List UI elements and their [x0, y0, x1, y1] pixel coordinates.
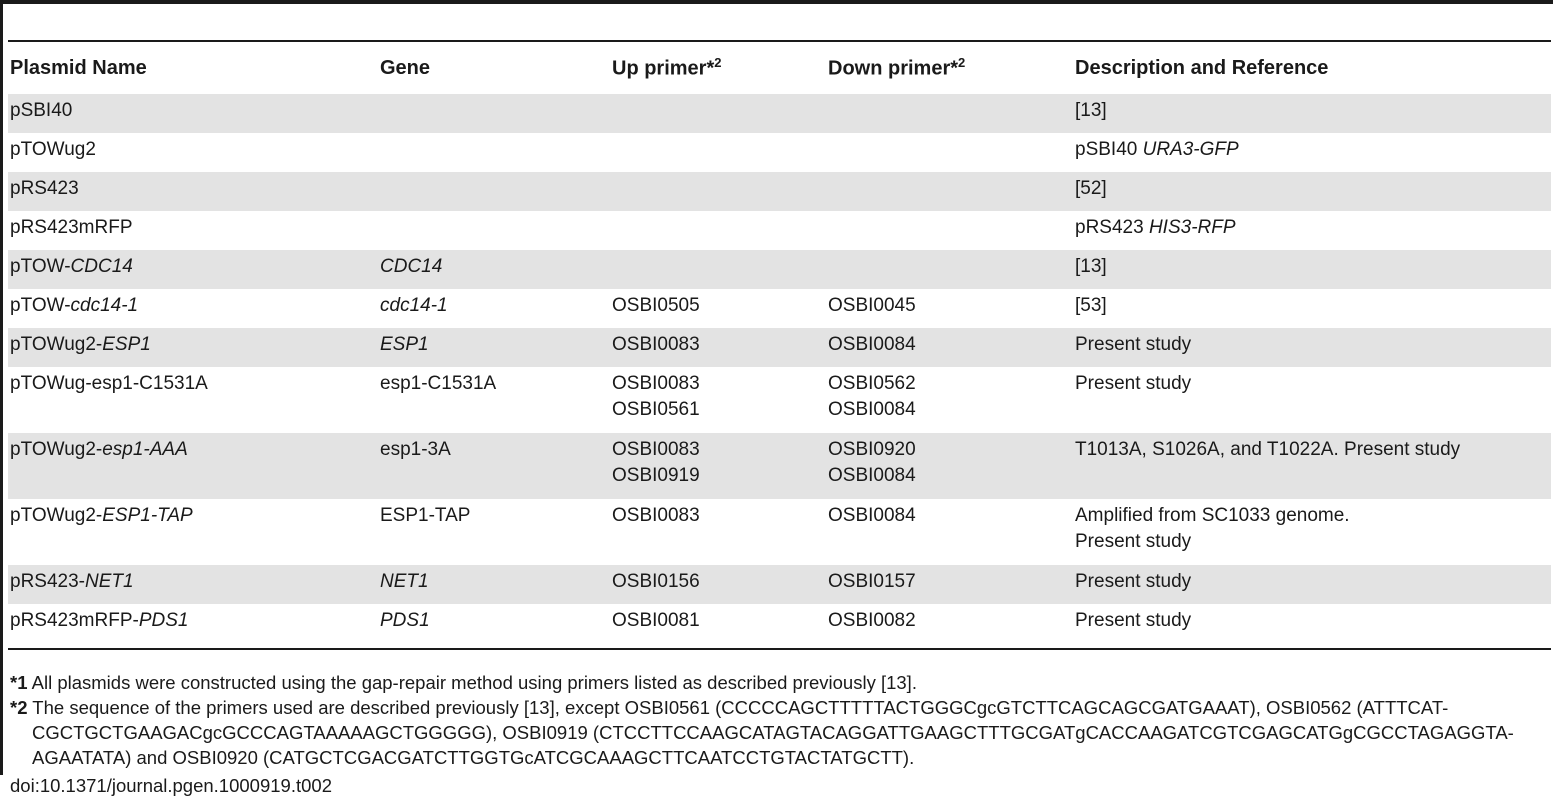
table-header-row: [8, 42, 1551, 94]
up-primer-cell: OSBI0083 OSBI0561: [612, 373, 700, 420]
gene-cell: CDC14: [378, 250, 610, 289]
description-cell: Present study: [1073, 565, 1551, 604]
plasmid-cell: pTOWug2-ESP1: [8, 328, 378, 367]
gene-cell: PDS1: [380, 610, 430, 631]
down-primer-cell: [826, 250, 1073, 289]
gene-cell: ESP1-TAP: [380, 505, 471, 526]
table-row: [8, 172, 1551, 211]
plasmid-cell: pRS423: [8, 172, 378, 211]
up-primer-cell: OSBI0083: [610, 328, 826, 367]
plasmid-cell: pRS423-NET1: [8, 565, 378, 604]
table-row: [8, 604, 1551, 643]
description-cell: [53]: [1075, 295, 1107, 316]
down-primer-cell: OSBI0920 OSBI0084: [826, 433, 1073, 499]
up-primer-cell: OSBI0156: [610, 565, 826, 604]
down-primer-cell: OSBI0082: [828, 610, 916, 631]
gene-cell: esp1-3A: [378, 433, 610, 499]
description-cell: T1013A, S1026A, and T1022A. Present study: [1073, 433, 1551, 499]
gene-cell: [378, 172, 610, 211]
table-row: [8, 250, 1551, 289]
up-primer-cell: OSBI0083 OSBI0919: [610, 433, 826, 499]
description-cell: Present study: [1073, 328, 1551, 367]
header-down-primer: Down primer*$^2$: [828, 55, 966, 80]
down-primer-cell: OSBI0045: [828, 295, 916, 316]
footnote-1: *1 All plasmids were constructed using the gap-repair method using primers listed as described previously [13].: [10, 672, 917, 693]
doi-label: doi:10.1371/journal.pgen.1000919.t002: [10, 775, 332, 796]
plasmid-cell: pTOW-CDC14: [8, 250, 378, 289]
table-row: [8, 133, 1551, 172]
description-cell: pSBI40 URA3-GFP: [1075, 139, 1239, 160]
table-row: [8, 211, 1551, 250]
description-cell: Present study: [1075, 373, 1192, 394]
down-primer-cell: [826, 211, 1073, 250]
down-primer-cell: OSBI0157: [826, 565, 1073, 604]
gene-cell: esp1-C1531A: [380, 373, 497, 394]
gene-cell: cdc14-1: [380, 295, 448, 316]
up-primer-cell: [610, 250, 826, 289]
plasmid-cell: pTOWug2-ESP1-TAP: [10, 505, 193, 526]
table-row: [8, 289, 1551, 328]
description-cell: [52]: [1073, 172, 1551, 211]
down-primer-cell: [826, 172, 1073, 211]
top-border: [0, 0, 1553, 4]
table-row: [8, 565, 1551, 604]
gene-cell: ESP1: [378, 328, 610, 367]
plasmid-cell: pTOWug2-esp1-AAA: [8, 433, 378, 499]
gene-cell: [378, 94, 610, 133]
down-primer-cell: [826, 94, 1073, 133]
header-description: Description and Reference: [1075, 56, 1329, 79]
up-primer-cell: OSBI0081: [612, 610, 700, 631]
table-row: [8, 433, 1551, 499]
header-plasmid-name: Plasmid Name: [10, 56, 147, 79]
up-primer-cell: OSBI0083: [612, 505, 700, 526]
plasmid-cell: pTOWug-esp1-C1531A: [10, 373, 208, 394]
gene-cell: [378, 211, 610, 250]
table-row: [8, 328, 1551, 367]
footnote-2: *2 The sequence of the primers used are described previously [13], except OSBI0561 (CCCCCAGCTTTTTACTGGGCgcGTCTTCAGCAGCGATGAAAT), OSBI0562 (ATTTCAT-CGCTGCTGAAGACgcGCCCAGTAAAAAGCTGGGGG), OSBI0919 (CTCCTTCCAAGCATAGTACAGGATTGAAGCTTTGCGATgCACCAAGATCGTCGAGCATGgCGCCTAGAGGTA-AGAATATA) and OSBI0920 (CATGCTCGACGATCTTGGTGcATCGCAAAGCTTCAATCCTGTACTATGCTT).: [10, 697, 1514, 768]
table-row: [8, 499, 1551, 565]
header-gene: Gene: [380, 56, 431, 79]
up-primer-cell: [610, 211, 826, 250]
table-row: [8, 367, 1551, 433]
plasmid-cell: pTOW-cdc14-1: [10, 295, 139, 316]
header-up-primer: Up primer*$^2$: [612, 55, 722, 80]
down-primer-cell: OSBI0562 OSBI0084: [828, 373, 916, 420]
description-cell: pRS423 HIS3-RFP: [1075, 217, 1236, 238]
down-primer-cell: OSBI0084: [826, 328, 1073, 367]
up-primer-cell: [610, 133, 826, 172]
plasmid-cell: pRS423mRFP-PDS1: [10, 610, 189, 631]
up-primer-cell: OSBI0505: [612, 295, 700, 316]
plasmid-cell: pSBI40: [8, 94, 378, 133]
up-primer-cell: [610, 94, 826, 133]
description-cell: Present study: [1075, 610, 1192, 631]
down-primer-cell: OSBI0084: [828, 505, 916, 526]
table-row: [8, 94, 1551, 133]
gene-cell: [378, 133, 610, 172]
up-primer-cell: [610, 172, 826, 211]
plasmid-cell: pRS423mRFP: [10, 217, 133, 238]
table-footnotes: [10, 670, 1550, 770]
description-cell: Amplified from SC1033 genome. Present study: [1075, 505, 1350, 552]
down-primer-cell: [826, 133, 1073, 172]
plasmid-cell: pTOWug2: [10, 139, 96, 160]
description-cell: [13]: [1073, 94, 1551, 133]
plasmid-table: [8, 42, 1551, 643]
gene-cell: NET1: [378, 565, 610, 604]
description-cell: [13]: [1073, 250, 1551, 289]
left-border: [0, 0, 3, 775]
table-bottom-rule: [8, 648, 1551, 650]
